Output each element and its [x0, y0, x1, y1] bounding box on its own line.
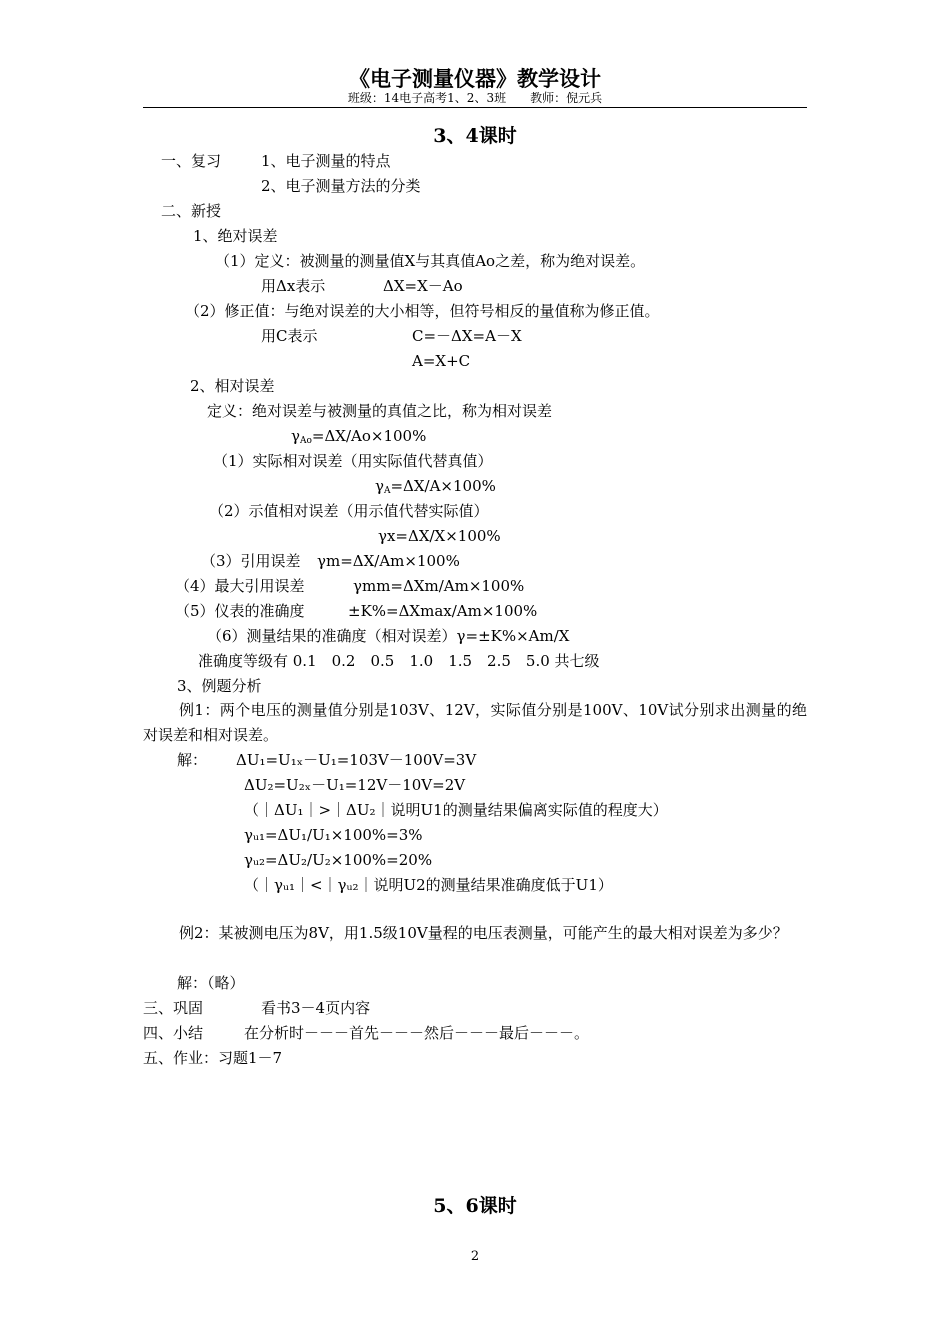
section-heading-3-4: 3、4课时	[433, 125, 517, 147]
gamma-subscript: Ao	[299, 436, 312, 446]
gamma-symbol: γ	[291, 427, 300, 445]
correction-formula-1: C=－ΔX=A－X	[412, 327, 522, 345]
document-subtitle: 班级：14电子高考1、2、3班 教师：倪元兵	[347, 91, 603, 105]
homework: 五、作业：习题1－7	[143, 1049, 283, 1067]
correction-formula-2: A=X+C	[412, 352, 471, 370]
consolidate-label: 三、巩固	[143, 999, 204, 1017]
example-1-text: 例1：两个电压的测量值分别是103V、12V，实际值分别是100V、10V试分别求出测量的绝对误差和相对误差。	[143, 701, 807, 744]
accuracy-grades: 准确度等级有 0.1 0.2 0.5 1.0 1.5 2.5 5.0 共七级	[198, 652, 600, 670]
correction-definition: （2）修正值：与绝对误差的大小相等，但符号相反的量值称为修正值。	[185, 302, 660, 320]
relative-error-title: 2、相对误差	[190, 377, 275, 395]
solution-line-3: （｜ΔU₁｜>｜ΔU₂｜说明U1的测量结果偏离实际值的程度大）	[244, 801, 668, 819]
solution-line-4: γᵤ₁=ΔU₁/U₁×100%=3%	[244, 826, 423, 844]
shown-relative-error-formula: γx=ΔX/X×100%	[378, 527, 501, 545]
reference-error-formula: γm=ΔX/Am×100%	[317, 552, 460, 570]
formula-body: =ΔX/Ao×100%	[311, 427, 427, 445]
example-2-text: 例2：某被测电压为8V，用1.5级10V量程的电压表测量，可能产生的最大相对误差为多少？	[179, 924, 788, 942]
reference-error-label: （3）引用误差	[201, 552, 301, 570]
actual-relative-error-formula	[375, 476, 496, 501]
example-analysis-title: 3、例题分析	[177, 677, 262, 695]
absolute-error-symbol: 用Δx表示	[261, 277, 326, 295]
max-reference-error-label: （4）最大引用误差	[175, 577, 305, 595]
gamma-subscript: A	[383, 486, 391, 496]
new-lesson-label: 二、新授	[161, 202, 222, 220]
gamma-symbol: γ	[375, 477, 384, 495]
instrument-accuracy-formula: ±K%=ΔXmax/Am×100%	[348, 602, 538, 620]
section-heading-5-6: 5、6课时	[433, 1195, 517, 1217]
review-item-2: 2、电子测量方法的分类	[261, 177, 421, 195]
solution-line-6: （｜γᵤ₁｜<｜γᵤ₂｜说明U2的测量结果准确度低于U1）	[244, 876, 613, 894]
solution-line-5: γᵤ₂=ΔU₂/U₂×100%=20%	[244, 851, 433, 869]
solution-line-1: ΔU₁=U₁ₓ－U₁=103V－100V=3V	[236, 751, 477, 769]
page-number: 2	[470, 1249, 480, 1264]
relative-error-formula	[291, 426, 426, 451]
max-reference-error-formula: γmm=ΔXm/Am×100%	[353, 577, 525, 595]
document-title: 《电子测量仪器》教学设计	[349, 66, 601, 91]
absolute-error-title: 1、绝对误差	[193, 227, 278, 245]
formula-body: =ΔX/A×100%	[390, 477, 496, 495]
solution-label: 解：	[177, 751, 208, 769]
header-rule	[143, 107, 807, 108]
result-accuracy: （6）测量结果的准确度（相对误差）γ=±K%×Am/X	[207, 627, 570, 645]
correction-symbol: 用C表示	[261, 327, 318, 345]
review-label: 一、复习	[161, 152, 222, 170]
relative-error-definition: 定义：绝对误差与被测量的真值之比，称为相对误差	[207, 402, 553, 420]
summary-text: 在分析时－－－首先－－－然后－－－最后－－－。	[244, 1024, 590, 1042]
shown-relative-error-label: （2）示值相对误差（用示值代替实际值）	[209, 502, 489, 520]
absolute-error-definition: （1）定义：被测量的测量值X与其真值Ao之差，称为绝对误差。	[215, 252, 646, 270]
solution-line-2: ΔU₂=U₂ₓ－U₁=12V－10V=2V	[244, 776, 466, 794]
instrument-accuracy-label: （5）仪表的准确度	[175, 602, 305, 620]
consolidate-text: 看书3－4页内容	[261, 999, 371, 1017]
review-item-1: 1、电子测量的特点	[261, 152, 391, 170]
actual-relative-error-label: （1）实际相对误差（用实际值代替真值）	[213, 452, 493, 470]
absolute-error-formula: ΔX=X－Ao	[383, 277, 463, 295]
solution-2: 解：（略）	[177, 974, 245, 992]
summary-label: 四、小结	[143, 1024, 204, 1042]
